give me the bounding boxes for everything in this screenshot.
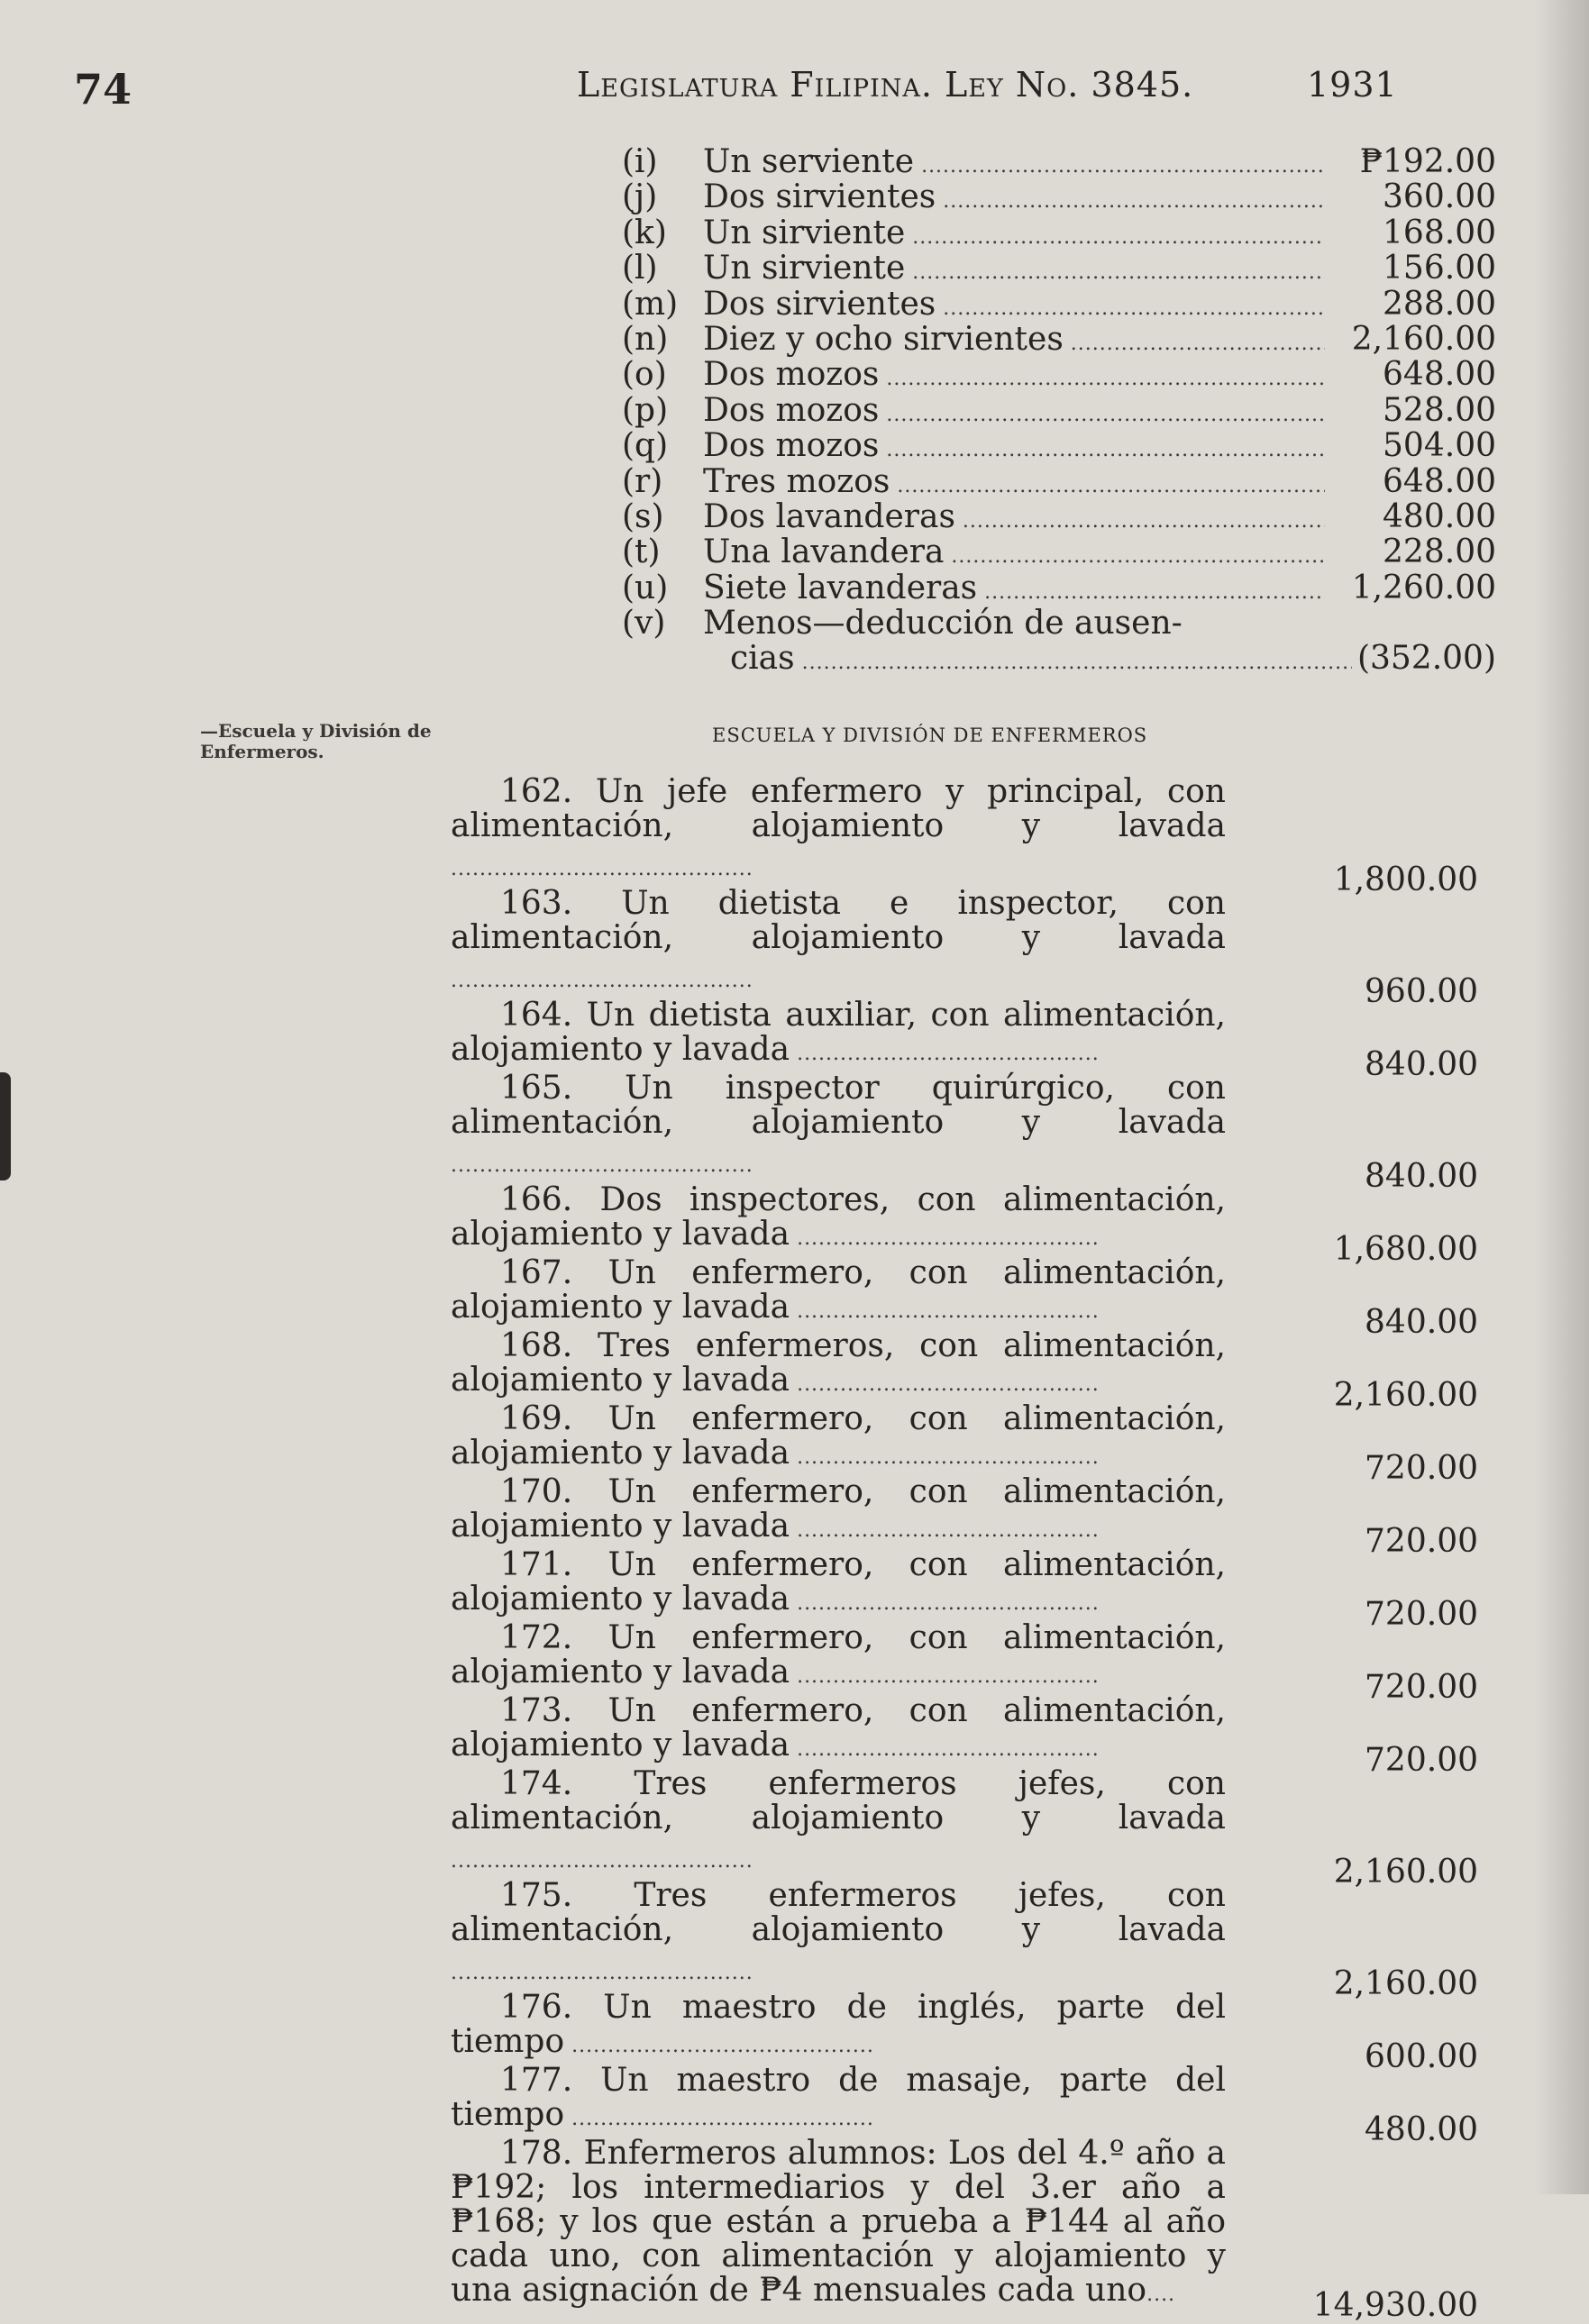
- budget-item: [451, 1619, 1478, 1706]
- list-item-text: Dos lavanderas .....: [703, 499, 1325, 540]
- budget-item-amount: 720.00: [1365, 1742, 1478, 1779]
- budget-item-text-block: [451, 1402, 1226, 1475]
- budget-item: [451, 1070, 1478, 1195]
- leader-dots: ..........................................: [790, 1519, 1100, 1542]
- budget-item-number: 164.: [500, 997, 573, 1034]
- list-item-text: Una lavandera .....: [703, 534, 1325, 575]
- budget-item-text: Dos inspectores, con alimentación, alojamiento y lavada: [451, 1181, 1226, 1253]
- leader-dots: ....: [1146, 2283, 1176, 2306]
- list-item: [622, 322, 1496, 357]
- leader-dots: ..........................................: [790, 1300, 1100, 1323]
- list-item-label: (j): [622, 178, 658, 216]
- list-item: [622, 393, 1496, 428]
- leader-dots: ..........................................: [564, 2108, 874, 2130]
- budget-item-number: 173.: [500, 1692, 573, 1729]
- list-item-text: Un serviente .....: [703, 144, 1325, 185]
- leader-dots: ..........................................: [451, 1962, 753, 1984]
- budget-item-text: Un jefe enfermero y principal, con alimentación, alojamiento y lavada: [451, 773, 1226, 844]
- budget-item-text-block: [451, 1991, 1226, 2064]
- list-item-label: (m): [622, 285, 679, 323]
- list-item: [622, 287, 1496, 322]
- leader-dots: ..........................................: [451, 970, 753, 992]
- budget-item: [451, 1400, 1478, 1487]
- list-item: [622, 357, 1496, 392]
- budget-item-number: 176.: [500, 1989, 573, 2026]
- leader-dots: ..........................................: [790, 1227, 1100, 1250]
- list-item-label: (o): [622, 356, 667, 394]
- leader-dots: ..........................................: [790, 1665, 1100, 1688]
- budget-item-text-block: [451, 1071, 1226, 1183]
- list-item-text: Dos sirvientes .....: [703, 179, 1325, 220]
- budget-item-amount: 1,680.00: [1333, 1231, 1478, 1268]
- budget-item: [451, 1765, 1478, 1891]
- margin-note: —Escuela y División de Enfermeros.: [200, 720, 432, 762]
- budget-item-amount: 840.00: [1365, 1158, 1478, 1195]
- budget-item-number: 166.: [500, 1181, 573, 1218]
- leader-dots: ..........................................: [451, 1154, 753, 1177]
- budget-item-amount: 720.00: [1365, 1669, 1478, 1706]
- budget-item-number: 170.: [500, 1473, 573, 1510]
- list-item: [622, 570, 1496, 606]
- list-item-amount: 228.00: [1383, 533, 1496, 571]
- budget-item-number: 168.: [500, 1327, 573, 1364]
- list-item-label: (v): [622, 605, 666, 643]
- budget-item-amount: 480.00: [1365, 2111, 1478, 2148]
- list-item-amount: 648.00: [1383, 462, 1496, 500]
- budget-item-amount: 840.00: [1365, 1304, 1478, 1341]
- budget-item-amount: 2,160.00: [1333, 1854, 1478, 1891]
- list-item-text: Siete lavanderas .....: [703, 570, 1325, 611]
- budget-item-amount: 600.00: [1365, 2038, 1478, 2075]
- budget-item-text: Un maestro de masaje, parte del tiempo: [451, 2062, 1226, 2133]
- budget-item-text-block: [451, 775, 1226, 887]
- running-head-title: Legislatura Filipina. Ley No. 3845.: [577, 65, 1194, 105]
- list-item-label: (i): [622, 143, 658, 180]
- list-item-text: Un sirviente .....: [703, 251, 1325, 291]
- list-item-label: (k): [622, 214, 667, 251]
- list-item-label: (s): [622, 497, 664, 535]
- budget-item-number: 163.: [500, 885, 573, 922]
- budget-item-text-block: [451, 1694, 1226, 1767]
- list-item-amount: 480.00: [1383, 497, 1496, 535]
- list-item: [622, 499, 1496, 534]
- servants-list: [622, 144, 1496, 677]
- page-edge-shadow: [1535, 0, 1589, 2194]
- budget-item-text: Un enfermero, con alimentación, alojamiento y lavada: [451, 1400, 1226, 1472]
- budget-item-amount: 14,930.00: [1312, 2287, 1478, 2324]
- budget-item-number: 171.: [500, 1546, 573, 1583]
- list-item-amount: ₱192.00: [1359, 143, 1496, 180]
- leader-dots: ..........................................: [790, 1373, 1100, 1396]
- budget-item-amount: 2,160.00: [1333, 1377, 1478, 1414]
- budget-item-text-block: [451, 887, 1226, 998]
- budget-item-number: 169.: [500, 1400, 573, 1437]
- section-title: ESCUELA Y DIVISIÓN DE ENFERMEROS: [712, 725, 1148, 746]
- budget-item-text: Enfermeros alumnos: Los del 4.º año a ₱192; los intermediarios y del 3.er año a ₱168; y los que están a prueba a ₱144 al año cada uno, con alimentación y alojamiento y una asignación de ₱4 mensuales cada uno: [451, 2135, 1226, 2309]
- list-item-amount: 168.00: [1383, 214, 1496, 251]
- list-item-amount: 528.00: [1383, 391, 1496, 429]
- budget-item-text: Tres enfermeros jefes, con alimentación, alojamiento y lavada: [451, 1877, 1226, 1948]
- list-item: [622, 641, 1496, 676]
- budget-item-text: Tres enfermeros, con alimentación, alojamiento y lavada: [451, 1327, 1226, 1399]
- list-item: [622, 428, 1496, 463]
- budget-item-text: Un enfermero, con alimentación, alojamiento y lavada: [451, 1619, 1226, 1691]
- page-number: 74: [74, 65, 132, 114]
- budget-item: [451, 1181, 1478, 1268]
- budget-item: [451, 2135, 1478, 2324]
- list-item-amount: 156.00: [1383, 250, 1496, 287]
- list-item-label: (r): [622, 462, 663, 500]
- running-head: [577, 65, 1406, 105]
- budget-item-number: 167.: [500, 1254, 573, 1291]
- budget-item-number: 165.: [500, 1070, 573, 1107]
- binding-mark: [0, 1072, 11, 1180]
- budget-item-number: 175.: [500, 1877, 573, 1914]
- list-item: [622, 215, 1496, 251]
- budget-item-text: Un dietista auxiliar, con alimentación, alojamiento y lavada: [451, 997, 1226, 1068]
- nurses-items: [451, 773, 1478, 2324]
- budget-item-number: 174.: [500, 1765, 573, 1802]
- budget-item-text-block: [451, 1475, 1226, 1548]
- budget-item-number: 172.: [500, 1619, 573, 1656]
- budget-item: [451, 1989, 1478, 2075]
- budget-item-text: Un inspector quirúrgico, con alimentación, alojamiento y lavada: [451, 1070, 1226, 1141]
- budget-item: [451, 2062, 1478, 2148]
- leader-dots: ..........................................: [451, 858, 753, 880]
- list-item-amount: 2,160.00: [1351, 320, 1496, 358]
- list-item-amount: 1,260.00: [1351, 569, 1496, 606]
- list-item: [622, 534, 1496, 570]
- budget-item-text: Un maestro de inglés, parte del tiempo: [451, 1989, 1226, 2060]
- budget-item: [451, 1473, 1478, 1560]
- budget-item-number: 177.: [500, 2062, 573, 2099]
- list-item-text: Dos sirvientes .....: [703, 287, 1325, 327]
- leader-dots: ..........................................: [564, 2035, 874, 2057]
- leader-dots: ..........................................: [790, 1446, 1100, 1469]
- budget-item: [451, 885, 1478, 1010]
- list-item-text: Menos—deducción de ausen-: [703, 606, 1183, 643]
- budget-item-text: Un enfermero, con alimentación, alojamiento y lavada: [451, 1692, 1226, 1764]
- list-item-label: (l): [622, 250, 658, 287]
- list-item: [622, 251, 1496, 286]
- budget-item-text: Tres enfermeros jefes, con alimentación, alojamiento y lavada: [451, 1765, 1226, 1836]
- list-item: [622, 179, 1496, 214]
- list-item-label: (n): [622, 320, 669, 358]
- budget-item: [451, 1254, 1478, 1341]
- list-item: [622, 464, 1496, 499]
- budget-item: [451, 1877, 1478, 2002]
- budget-item-text-block: [451, 1256, 1226, 1329]
- budget-item-amount: 1,800.00: [1333, 861, 1478, 898]
- list-item-text: Diez y ocho sirvientes .....: [703, 322, 1325, 362]
- budget-item-text-block: [451, 2064, 1226, 2137]
- budget-item-text: Un enfermero, con alimentación, alojamiento y lavada: [451, 1546, 1226, 1618]
- leader-dots: ..........................................: [790, 1592, 1100, 1615]
- list-item-text: cias .....: [730, 641, 1352, 681]
- budget-item-text-block: [451, 1548, 1226, 1621]
- list-item-label: (t): [622, 533, 661, 571]
- budget-item-text-block: [451, 1767, 1226, 1879]
- list-item-amount: 648.00: [1383, 356, 1496, 394]
- list-item-text: Dos mozos .....: [703, 393, 1325, 433]
- leader-dots: ..........................................: [451, 1850, 753, 1873]
- list-item: [622, 144, 1496, 179]
- budget-item-number: 162.: [500, 773, 573, 810]
- budget-item: [451, 1327, 1478, 1414]
- running-head-year: 1931: [1307, 65, 1398, 105]
- budget-item: [451, 997, 1478, 1083]
- budget-item-number: 178.: [500, 2135, 573, 2172]
- list-item-label: (p): [622, 391, 669, 429]
- budget-item-amount: 960.00: [1365, 973, 1478, 1010]
- list-item-text: Dos mozos .....: [703, 428, 1325, 469]
- budget-item-text-block: [451, 1879, 1226, 1991]
- list-item-text: Dos mozos .....: [703, 357, 1325, 397]
- budget-item: [451, 1692, 1478, 1779]
- budget-item-amount: 720.00: [1365, 1596, 1478, 1633]
- budget-item-amount: 840.00: [1365, 1046, 1478, 1083]
- list-item-amount: 360.00: [1383, 178, 1496, 216]
- list-item-text: Tres mozos .....: [703, 464, 1325, 505]
- budget-item: [451, 773, 1478, 898]
- budget-item-text-block: [451, 1329, 1226, 1402]
- list-item-label: (q): [622, 427, 669, 465]
- list-item-amount: 288.00: [1383, 285, 1496, 323]
- budget-item-amount: 2,160.00: [1333, 1965, 1478, 2002]
- list-item-text: Un sirviente .....: [703, 215, 1325, 256]
- budget-item-text-block: [451, 998, 1226, 1071]
- budget-item-amount: 720.00: [1365, 1450, 1478, 1487]
- budget-item: [451, 1546, 1478, 1633]
- list-item-amount: 504.00: [1383, 427, 1496, 465]
- list-item: [622, 606, 1496, 641]
- budget-item-text: Un dietista e inspector, con alimentación, alojamiento y lavada: [451, 885, 1226, 956]
- leader-dots: ..........................................: [790, 1738, 1100, 1761]
- list-item-label: (u): [622, 569, 669, 606]
- budget-item-amount: 720.00: [1365, 1523, 1478, 1560]
- budget-item-text: Un enfermero, con alimentación, alojamiento y lavada: [451, 1473, 1226, 1545]
- budget-item-text-block: [451, 1621, 1226, 1694]
- leader-dots: ..........................................: [790, 1043, 1100, 1065]
- budget-item-text: Un enfermero, con alimentación, alojamiento y lavada: [451, 1254, 1226, 1326]
- budget-item-text-block: [451, 1183, 1226, 1256]
- list-item-amount: (352.00): [1356, 640, 1496, 678]
- budget-item-text-block: [451, 2137, 1226, 2312]
